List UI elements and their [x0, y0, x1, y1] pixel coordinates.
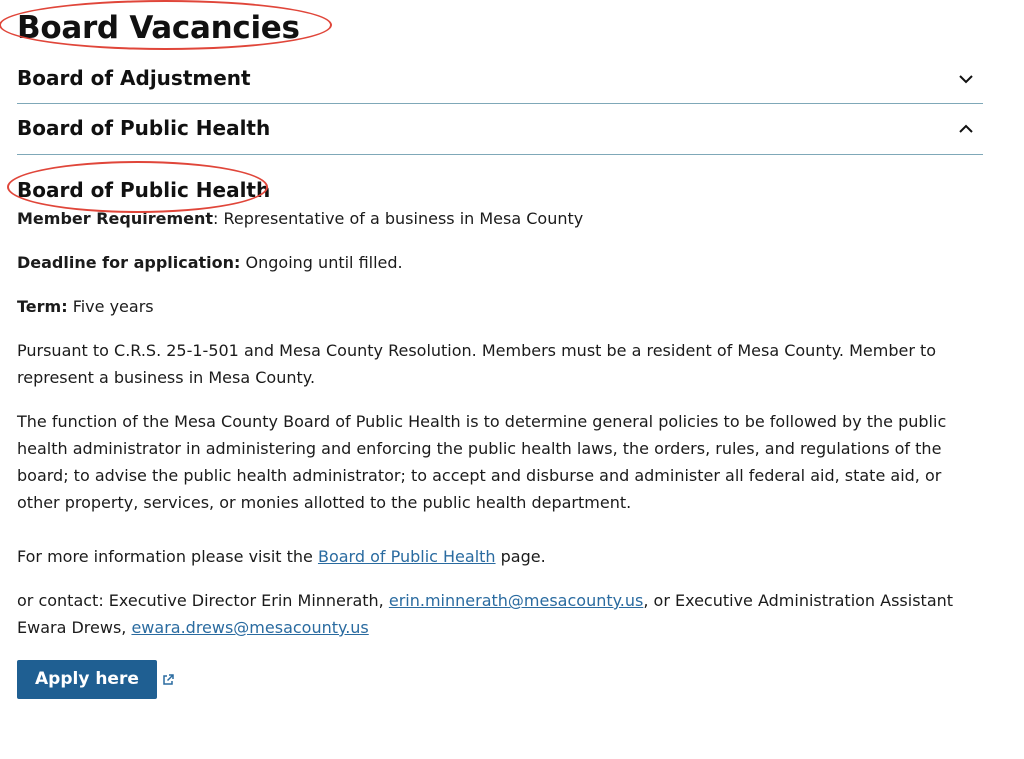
more-info-paragraph — [17, 543, 983, 570]
member-requirement-value: : Representative of a business in Mesa County — [213, 209, 584, 228]
deadline-label: Deadline for application: — [17, 253, 241, 272]
contact-middle: , or Executive Administration Assistant Ewara Drews, — [17, 591, 954, 637]
contact-prefix: or contact: Executive Director Erin Minnerath, — [17, 591, 389, 610]
page-title — [17, 0, 300, 48]
accordion-board-of-public-health[interactable] — [17, 104, 983, 155]
more-info-suffix: page. — [495, 547, 546, 566]
email-link-ewara[interactable]: ewara.drews@mesacounty.us — [131, 618, 369, 637]
term-value: Five years — [67, 297, 154, 316]
deadline — [17, 249, 983, 276]
chevron-up-icon — [959, 122, 973, 136]
apply-here-button[interactable]: Apply here — [17, 660, 157, 699]
accordion-label-board-of-public-health: Board of Public Health — [17, 116, 271, 140]
deadline-value: Ongoing until filled. — [240, 253, 403, 272]
email-link-erin[interactable]: erin.minnerath@mesacounty.us — [388, 591, 644, 610]
accordion-label-board-of-adjustment: Board of Adjustment — [17, 66, 251, 90]
external-link-icon — [161, 673, 175, 687]
member-requirement-label: Member Requirement — [17, 209, 214, 228]
pursuant-paragraph: Pursuant to C.R.S. 25-1-501 and Mesa County Resolution. Members must be a resident of Mesa County. Member to represent a business in Mesa County. — [17, 341, 937, 387]
section-heading — [17, 175, 270, 205]
apply-row — [17, 660, 983, 699]
accordion-panel-board-of-public-health — [17, 155, 983, 699]
member-requirement — [17, 205, 983, 232]
function-paragraph: The function of the Mesa County Board of Public Health is to determine general policies to be followed by the public health administrator in administering and enforcing the public health laws, the orders, rules, and regulations of the board; to advise the public health administrator; to accept and disburse and administer all federal aid, state aid, or other property, services, or monies allotted to the public health department. — [17, 412, 947, 512]
more-info-prefix: For more information please visit the — [17, 547, 318, 566]
term-label: Term: — [17, 297, 68, 316]
term — [17, 293, 983, 320]
accordion-board-of-adjustment[interactable] — [17, 54, 983, 104]
section-heading-text: Board of Public Health — [17, 178, 271, 202]
board-of-public-health-link[interactable]: Board of Public Health — [317, 547, 496, 566]
page-title-text: Board Vacancies — [17, 10, 300, 46]
contact-paragraph — [17, 587, 983, 641]
chevron-down-icon — [959, 72, 973, 86]
page-content — [17, 0, 983, 699]
